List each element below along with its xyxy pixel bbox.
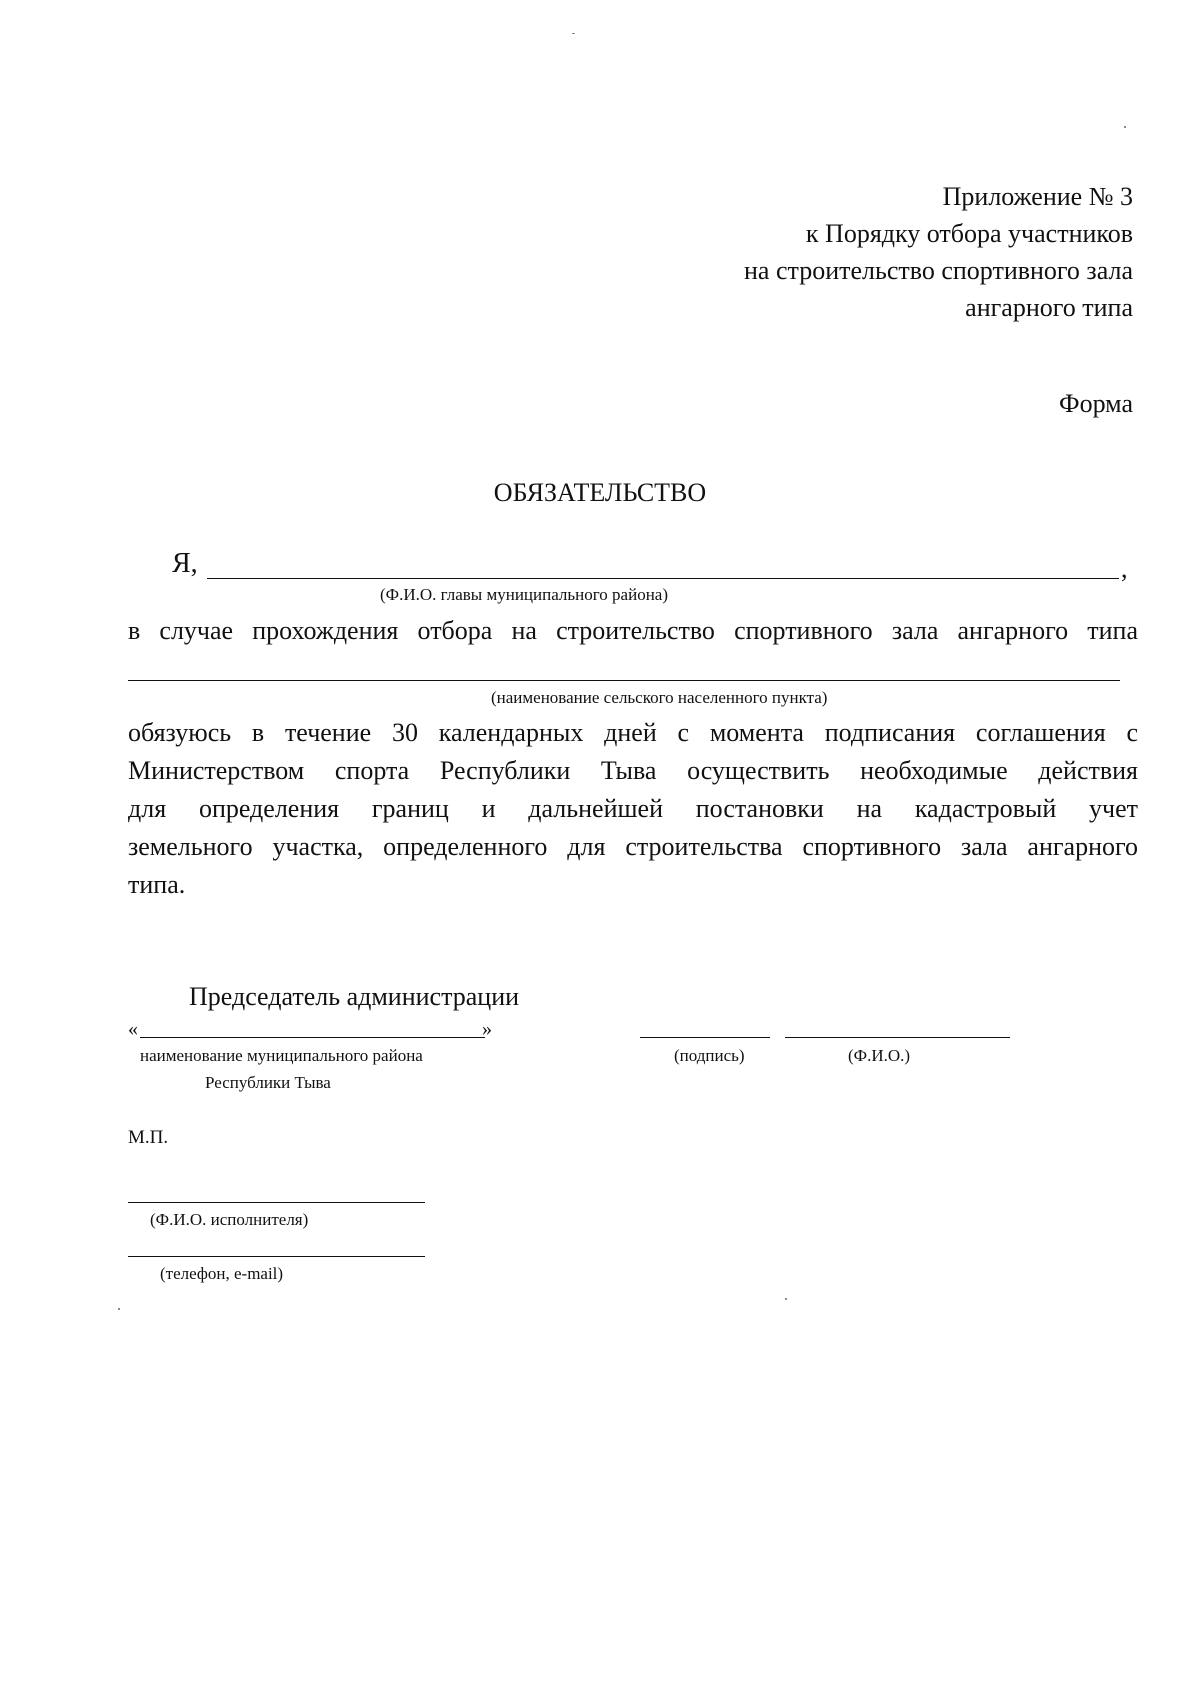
form-label: Форма (1059, 389, 1133, 418)
republic-caption: Республики Тыва (205, 1073, 331, 1092)
appendix-subject: на строительство спортивного зала (744, 256, 1133, 285)
district-caption: наименование муниципального района (140, 1046, 423, 1065)
stamp-place: М.П. (128, 1127, 169, 1148)
executor-contact-caption: (телефон, e-mail) (160, 1264, 284, 1283)
signature-caption: (подпись) (674, 1046, 745, 1065)
head-name-caption: (Ф.И.О. главы муниципального района) (380, 585, 669, 604)
body-line: типа. (128, 870, 186, 899)
close-quote: » (482, 1018, 492, 1040)
scan-speck (118, 1308, 120, 1310)
intro-suffix: , (1121, 554, 1128, 583)
signer-name-line (785, 1037, 1010, 1038)
settlement-caption: (наименование сельского населенного пункта) (491, 688, 828, 707)
scan-speck (572, 33, 575, 34)
signer-name-caption: (Ф.И.О.) (848, 1046, 911, 1065)
executor-contact-line (128, 1256, 425, 1257)
intro-prefix: Я, (172, 548, 198, 579)
appendix-number: Приложение № 3 (942, 182, 1133, 211)
signatory-position: Председатель администрации (189, 982, 520, 1011)
scan-speck (1124, 126, 1126, 128)
appendix-subject-end: ангарного типа (965, 293, 1133, 322)
scan-speck (785, 1298, 787, 1300)
executor-name-caption: (Ф.И.О. исполнителя) (150, 1210, 309, 1229)
document-title: ОБЯЗАТЕЛЬСТВО (493, 478, 707, 507)
body-line: Министерством спорта Республики Тыва осуществить необходимые действия (128, 756, 1138, 785)
obligation-paragraph (128, 714, 1138, 904)
signature-line (640, 1037, 770, 1038)
settlement-line (128, 680, 1120, 681)
executor-name-line (128, 1202, 425, 1203)
district-name-line (140, 1037, 485, 1038)
case-line: в случае прохождения отбора на строительство спортивного зала ангарного типа (128, 616, 1138, 645)
open-quote: « (128, 1018, 138, 1040)
body-line: обязуюсь в течение 30 календарных дней с момента подписания соглашения с (128, 718, 1138, 747)
body-line: земельного участка, определенного для строительства спортивного зала ангарного (128, 832, 1138, 861)
appendix-reference: к Порядку отбора участников (805, 219, 1133, 248)
head-name-line (207, 578, 1119, 579)
body-line: для определения границ и дальнейшей постановки на кадастровый учет (128, 794, 1138, 823)
